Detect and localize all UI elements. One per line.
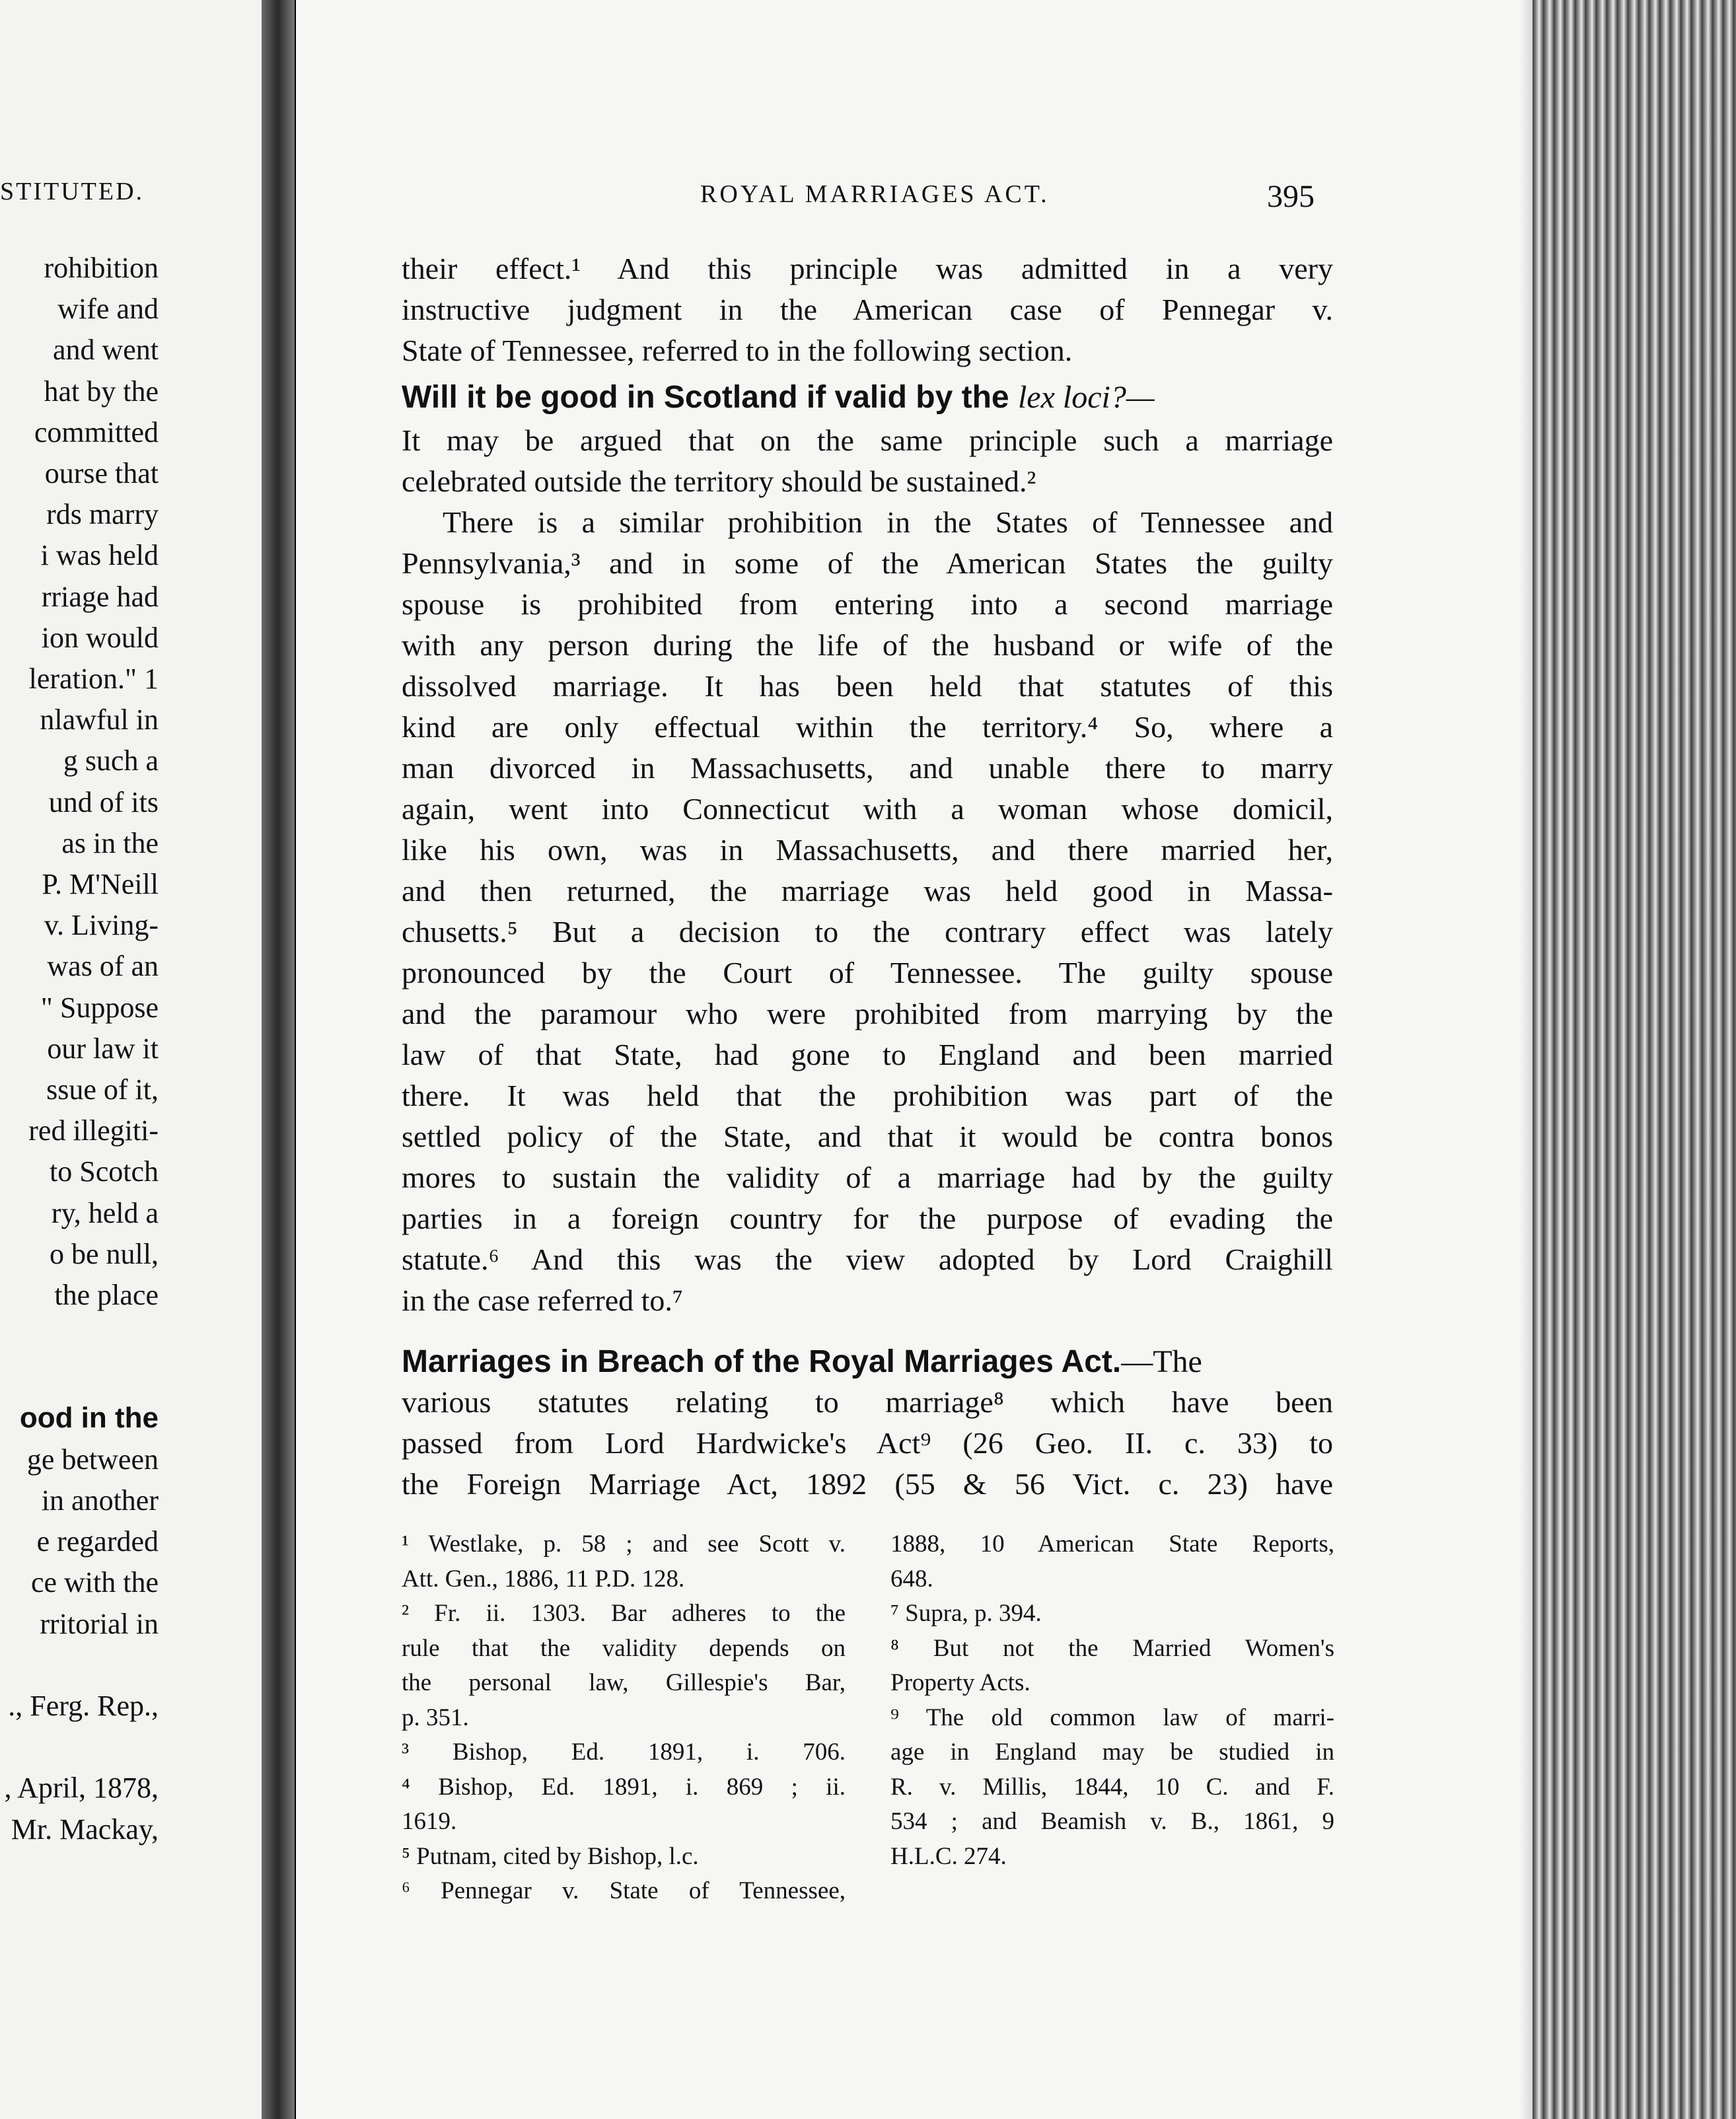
left-text-line: " Suppose (40, 991, 159, 1024)
footnote-line: ⁷ Supra, p. 394. (890, 1600, 1042, 1627)
footnote-line: p. 351. (402, 1704, 469, 1731)
footnote-line: Property Acts. (890, 1669, 1031, 1696)
body-text-line: and then returned, the marriage was held good in Massa- (402, 874, 1333, 908)
left-text-line: red illegiti- (28, 1114, 159, 1147)
body-text-line: their effect.¹ And this principle was admitted in a very (402, 252, 1333, 285)
body-text-line: instructive judgment in the American case of Pennegar v. (402, 293, 1333, 326)
footnote-line: ⁵ Putnam, cited by Bishop, l.c. (402, 1842, 699, 1870)
left-text-line: rds marry (46, 498, 159, 531)
body-text-line: various statutes relating to marriage⁸ which have been (402, 1385, 1333, 1419)
footnote-line: 1888, 10 American State Reports, (890, 1530, 1334, 1558)
left-text-line: ssue of it, (46, 1073, 159, 1106)
footnote-line: ⁴ Bishop, Ed. 1891, i. 869 ; ii. (402, 1773, 846, 1801)
footnote-line: 648. (890, 1565, 933, 1593)
left-text-line: ry, held a (51, 1196, 159, 1229)
body-text-line: again, went into Connecticut with a woman whose domicil, (402, 792, 1333, 826)
left-text-line: to Scotch (50, 1155, 159, 1188)
left-facing-page (0, 0, 264, 2119)
left-text-line: rritorial in (40, 1607, 159, 1640)
footnote-line: the personal law, Gillespie's Bar, (402, 1669, 846, 1696)
left-text-line: in another (41, 1484, 159, 1517)
body-text-line: settled policy of the State, and that it would be contra bonos (402, 1120, 1333, 1153)
left-text-line: committed (34, 415, 159, 449)
body-text-line: with any person during the life of the husband or wife of the (402, 628, 1333, 662)
body-text-line: parties in a foreign country for the purpose of evading the (402, 1202, 1333, 1235)
body-text-line: pronounced by the Court of Tennessee. The guilty spouse (402, 956, 1333, 989)
left-text-line: was of an (47, 950, 159, 983)
left-text-line: ge between (26, 1443, 159, 1476)
body-text-line: like his own, was in Massachusetts, and there married her, (402, 833, 1333, 867)
body-text-line: spouse is prohibited from entering into a second marriage (402, 587, 1333, 621)
left-text-line: v. Living- (44, 909, 159, 942)
footnote-line: age in England may be studied in (890, 1739, 1334, 1766)
footnote-line: ⁸ But not the Married Women's (890, 1634, 1334, 1662)
body-text-line: there. It was held that the prohibition was part of the (402, 1079, 1333, 1112)
left-text-line: ., Ferg. Rep., (8, 1690, 159, 1722)
heading-bold-text: Marriages in Breach of the Royal Marriages Act. (402, 1344, 1122, 1379)
body-text-line: statute.⁶ And this was the view adopted by Lord Craighill (402, 1242, 1333, 1276)
body-text-line: State of Tennessee, referred to in the following section. (402, 334, 1073, 367)
left-text-line: Mr. Mackay, (11, 1813, 159, 1846)
body-text-line: chusetts.⁵ But a decision to the contrary effect was lately (402, 915, 1333, 949)
left-text-line: ourse that (44, 457, 159, 489)
footnote-line: ² Fr. ii. 1303. Bar adheres to the (402, 1600, 846, 1627)
left-text-line: our law it (47, 1032, 159, 1065)
left-text-line: ion would (41, 621, 159, 654)
heading-italic-text: lex loci?— (1017, 380, 1155, 415)
left-running-head: STITUTED. (0, 178, 145, 205)
left-text-line: rohibition (44, 252, 159, 284)
heading-bold-text: Will it be good in Scotland if valid by the (402, 380, 1018, 415)
left-text-line: nlawful in (40, 703, 159, 736)
running-head: ROYAL MARRIAGES ACT. (700, 180, 1050, 208)
book-gutter (262, 0, 295, 2119)
page-number: 395 (1267, 179, 1315, 214)
left-text-line: hat by the (44, 375, 159, 408)
left-text-line: ood in the (19, 1401, 159, 1434)
heading-rest-text: —The (1121, 1344, 1202, 1379)
section-heading-royal-marriages (402, 1344, 1333, 1386)
footnote-line: Att. Gen., 1886, 11 P.D. 128. (402, 1565, 685, 1593)
footnote-line: 1619. (402, 1808, 457, 1835)
body-text-line: man divorced in Massachusetts, and unable there to marry (402, 751, 1333, 785)
footnote-line: ³ Bishop, Ed. 1891, i. 706. (402, 1739, 846, 1766)
left-text-line: leration." 1 (28, 663, 159, 695)
footnote-line: R. v. Millis, 1844, 10 C. and F. (890, 1773, 1334, 1801)
left-text-line: as in the (61, 826, 159, 859)
book-page-edges (1533, 0, 1736, 2119)
left-text-line: e regarded (36, 1525, 159, 1558)
body-text-line: mores to sustain the validity of a marriage had by the guilty (402, 1161, 1333, 1194)
left-text-line: und of its (48, 785, 159, 818)
body-text-line: Pennsylvania,³ and in some of the American States the guilty (402, 546, 1333, 580)
left-text-line: ce with the (30, 1566, 159, 1599)
footnote-line: ⁹ The old common law of marri- (890, 1704, 1334, 1731)
left-text-line: the place (54, 1279, 159, 1311)
footnote-line: 534 ; and Beamish v. B., 1861, 9 (890, 1808, 1334, 1835)
body-text-line: It may be argued that on the same principle such a marriage (402, 423, 1333, 457)
left-text-line: and went (52, 334, 159, 367)
body-text-line: and the paramour who were prohibited from marrying by the (402, 997, 1333, 1030)
left-text-line: i was held (40, 539, 159, 572)
left-text-line: wife and (57, 293, 159, 326)
body-text-line: in the case referred to.⁷ (402, 1283, 683, 1317)
footnote-line: ¹ Westlake, p. 58 ; and see Scott v. (402, 1530, 846, 1558)
body-text-line: the Foreign Marriage Act, 1892 (55 & 56 Vict. c. 23) have (402, 1467, 1333, 1501)
section-heading-lex-loci (402, 379, 1333, 421)
body-text-line: passed from Lord Hardwicke's Act⁹ (26 Geo. II. c. 33) to (402, 1426, 1333, 1460)
body-text-line: law of that State, had gone to England and been married (402, 1038, 1333, 1071)
footnote-line: ⁶ Pennegar v. State of Tennessee, (402, 1877, 846, 1904)
left-text-line: P. M'Neill (42, 868, 159, 900)
left-text-line: o be null, (50, 1237, 159, 1270)
footnote-line: rule that the validity depends on (402, 1634, 846, 1662)
left-text-line: g such a (63, 744, 159, 777)
footnote-line: H.L.C. 274. (890, 1842, 1007, 1870)
left-text-line: , April, 1878, (4, 1772, 159, 1805)
body-text-line: kind are only effectual within the territory.⁴ So, where a (402, 710, 1333, 744)
body-text-line: celebrated outside the territory should be sustained.² (402, 464, 1036, 498)
left-text-line: rriage had (41, 580, 159, 613)
body-text-line: dissolved marriage. It has been held that statutes of this (402, 669, 1333, 703)
body-text-line: There is a similar prohibition in the States of Tennessee and (443, 505, 1333, 539)
